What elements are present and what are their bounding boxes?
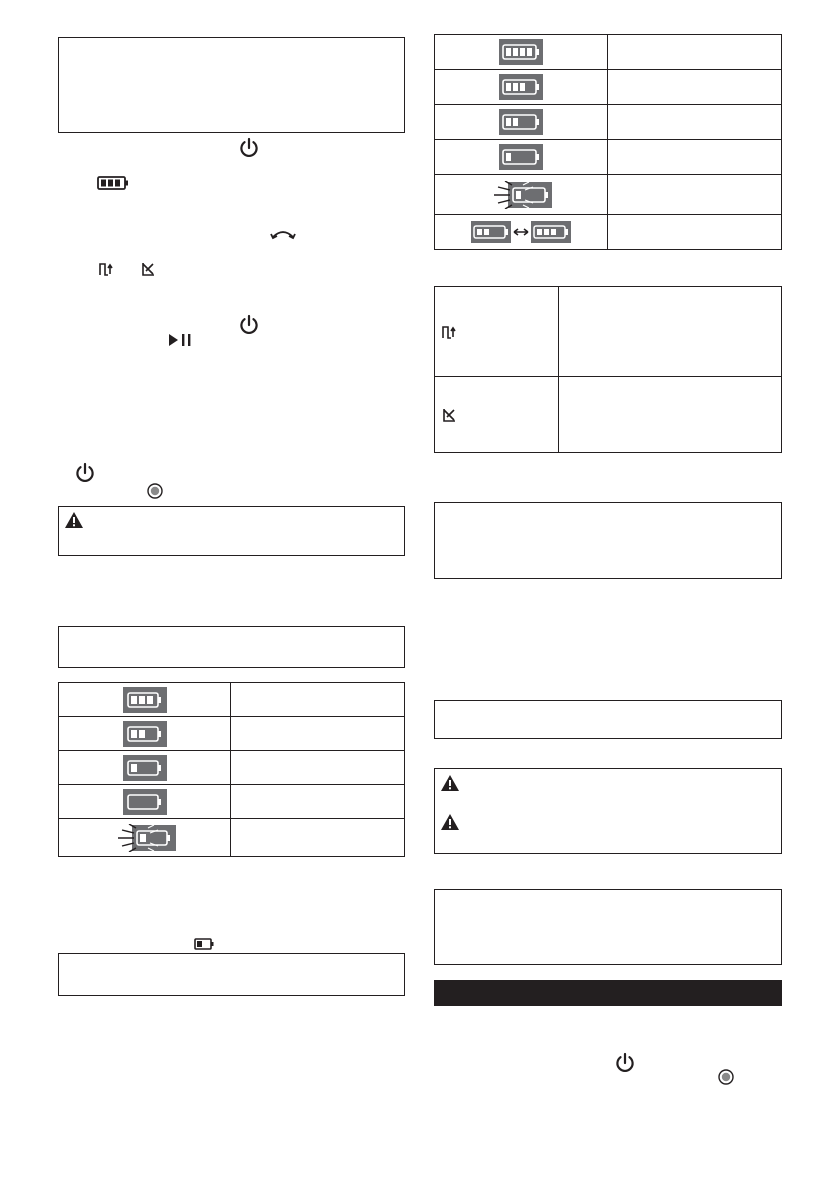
battery-row-label: [608, 35, 782, 70]
power-icon: [238, 137, 260, 159]
battery-row-label: [608, 215, 782, 250]
battery-row-label: [231, 717, 405, 751]
repeat-icon: [441, 324, 457, 340]
warning-box-right: [434, 768, 782, 854]
power-icon: [238, 314, 260, 336]
mode-description: [559, 287, 782, 377]
table-row: [435, 215, 782, 250]
indicator-lamp-icon: [147, 483, 163, 499]
table-row: [435, 287, 782, 377]
battery-alternating-icon: [471, 221, 571, 243]
section-header-bar: [434, 980, 782, 1006]
battery-level-table-right: [434, 34, 782, 250]
table-row: [59, 683, 405, 717]
repeat-icon: [98, 261, 114, 277]
battery-row-label: [231, 819, 405, 857]
table-row: [59, 785, 405, 819]
warning-box-left: [58, 506, 405, 556]
battery-1-of-3-bars-icon: [123, 755, 167, 781]
note-box-right-2: [434, 700, 782, 739]
battery-low-icon: [194, 938, 214, 950]
table-row: [59, 717, 405, 751]
battery-blinking-small-icon: [114, 824, 176, 852]
warning-triangle-icon: [64, 511, 84, 529]
slash-mute-icon: [441, 407, 457, 423]
battery-row-label: [231, 751, 405, 785]
table-row: [435, 35, 782, 70]
battery-icon: [97, 176, 129, 190]
note-box-bottom-left: [58, 953, 405, 996]
note-box-top-left: [58, 37, 405, 133]
note-box-right-1: [434, 502, 782, 579]
battery-4-bars-icon: [499, 39, 543, 65]
table-row: [435, 140, 782, 175]
battery-row-label: [608, 175, 782, 215]
battery-3-of-3-bars-icon: [123, 687, 167, 713]
table-row: [59, 819, 405, 857]
table-row: [435, 377, 782, 453]
mode-description: [559, 377, 782, 453]
battery-level-table-left: [58, 682, 405, 857]
battery-blinking-icon: [490, 181, 552, 209]
battery-2-bars-icon: [499, 109, 543, 135]
warning-triangle-icon: [440, 813, 460, 831]
table-row: [435, 70, 782, 105]
play-pause-icon: [168, 333, 192, 347]
battery-3-bars-icon: [499, 74, 543, 100]
power-icon: [74, 462, 96, 484]
power-icon: [614, 1052, 636, 1074]
warning-triangle-icon: [440, 774, 460, 792]
arrow-switch-icon: [270, 228, 296, 240]
indicator-lamp-icon: [718, 1069, 734, 1085]
table-row: [59, 751, 405, 785]
mode-table: [434, 286, 782, 453]
table-row: [435, 175, 782, 215]
battery-row-label: [608, 105, 782, 140]
battery-2-of-3-bars-icon: [123, 721, 167, 747]
battery-row-label: [231, 683, 405, 717]
battery-1-bar-icon: [499, 144, 543, 170]
note-box-right-3: [434, 889, 782, 965]
slash-mute-icon: [140, 261, 156, 277]
battery-empty-icon: [123, 789, 167, 815]
table-row: [435, 105, 782, 140]
note-box-mid-left: [58, 626, 405, 668]
battery-row-label: [231, 785, 405, 819]
battery-row-label: [608, 70, 782, 105]
battery-row-label: [608, 140, 782, 175]
